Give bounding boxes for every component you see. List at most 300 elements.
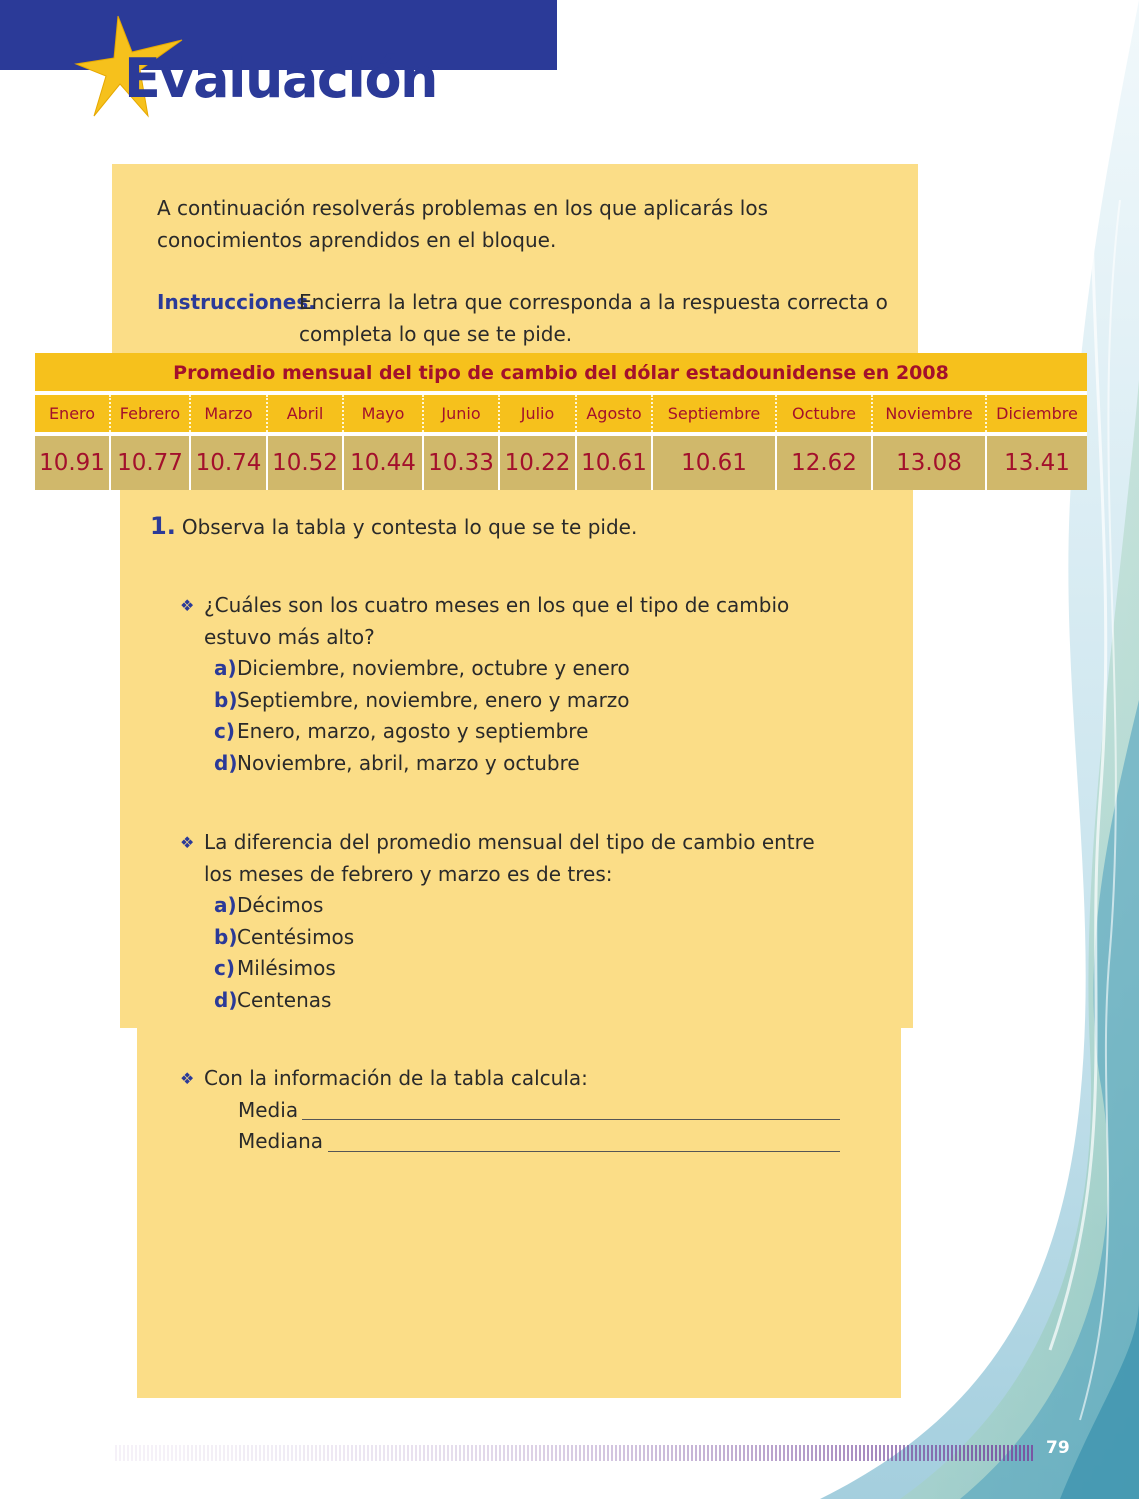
blank-label: Mediana <box>238 1129 323 1153</box>
page-title: Evaluación <box>124 47 437 110</box>
footer-dash <box>579 1445 581 1461</box>
question-text: La diferencia del promedio mensual del tipo de cambio entre los meses de febrero y marzo es de tres: <box>204 830 815 886</box>
footer-dash <box>419 1445 421 1461</box>
footer-dash <box>659 1445 661 1461</box>
footer-dash <box>1027 1445 1029 1461</box>
footer-dash <box>767 1445 769 1461</box>
footer-dash <box>851 1445 853 1461</box>
footer-dash <box>787 1445 789 1461</box>
footer-dash <box>507 1445 509 1461</box>
footer-dash <box>667 1445 669 1461</box>
footer-dash <box>539 1445 541 1461</box>
footer-dash <box>131 1445 133 1461</box>
option-letter: d) <box>214 987 238 1012</box>
month-header: Septiembre <box>652 395 776 434</box>
option-letter: a) <box>214 893 237 917</box>
rate-value: 10.61 <box>652 434 776 490</box>
option-text: Centenas <box>237 987 332 1012</box>
footer-dash <box>815 1445 817 1461</box>
month-header: Octubre <box>776 395 872 434</box>
footer-dash <box>779 1445 781 1461</box>
footer-dash <box>355 1445 357 1461</box>
footer-dash <box>391 1445 393 1461</box>
rate-value: 10.52 <box>267 434 343 490</box>
footer-dash <box>811 1445 813 1461</box>
footer-dash <box>139 1445 141 1461</box>
footer-dash <box>903 1445 905 1461</box>
footer-dash <box>215 1445 217 1461</box>
footer-dash <box>483 1445 485 1461</box>
footer-dash <box>999 1445 1001 1461</box>
footer-dash <box>275 1445 277 1461</box>
footer-dash <box>171 1445 173 1461</box>
footer-dash <box>871 1445 873 1461</box>
month-header: Marzo <box>190 395 267 434</box>
footer-dash <box>943 1445 945 1461</box>
footer-dash <box>1015 1445 1017 1461</box>
footer-dash <box>143 1445 145 1461</box>
option-letter: b) <box>214 924 238 949</box>
footer-dash <box>263 1445 265 1461</box>
footer-dash <box>331 1445 333 1461</box>
footer-dash <box>1011 1445 1013 1461</box>
footer-dash <box>115 1445 117 1461</box>
footer-dash <box>291 1445 293 1461</box>
footer-dash <box>755 1445 757 1461</box>
footer-dash <box>415 1445 417 1461</box>
exercise-heading <box>150 510 637 543</box>
footer-dash <box>979 1445 981 1461</box>
footer-dash <box>947 1445 949 1461</box>
footer-dash <box>251 1445 253 1461</box>
option-letter: c) <box>214 719 235 743</box>
footer-dash <box>635 1445 637 1461</box>
footer-dash <box>843 1445 845 1461</box>
footer-dash <box>771 1445 773 1461</box>
diamond-bullet-icon: ❖ <box>180 833 195 852</box>
footer-dash <box>895 1445 897 1461</box>
footer-dash <box>403 1445 405 1461</box>
month-header: Agosto <box>576 395 652 434</box>
footer-dash <box>759 1445 761 1461</box>
footer-dash <box>775 1445 777 1461</box>
footer-dash <box>823 1445 825 1461</box>
footer-dash <box>351 1445 353 1461</box>
footer-dash <box>619 1445 621 1461</box>
footer-dash <box>563 1445 565 1461</box>
footer-dash <box>643 1445 645 1461</box>
footer-dash <box>319 1445 321 1461</box>
footer-dash <box>295 1445 297 1461</box>
footer-dash <box>991 1445 993 1461</box>
question-text: Con la información de la tabla calcula: <box>204 1066 588 1090</box>
footer-dash <box>467 1445 469 1461</box>
footer-dash <box>459 1445 461 1461</box>
footer-dash <box>735 1445 737 1461</box>
option-c[interactable] <box>214 953 860 985</box>
footer-dash <box>835 1445 837 1461</box>
footer-dash <box>259 1445 261 1461</box>
footer-dash <box>695 1445 697 1461</box>
footer-dash <box>247 1445 249 1461</box>
footer-dash <box>687 1445 689 1461</box>
footer-dash <box>1003 1445 1005 1461</box>
footer-dash <box>799 1445 801 1461</box>
footer-dash <box>243 1445 245 1461</box>
footer-dash <box>923 1445 925 1461</box>
footer-dash <box>887 1445 889 1461</box>
options-list <box>214 653 860 779</box>
footer-dash <box>983 1445 985 1461</box>
footer-dash <box>747 1445 749 1461</box>
footer-dash <box>127 1445 129 1461</box>
footer-dash <box>135 1445 137 1461</box>
option-letter: c) <box>214 956 235 980</box>
footer-dash-bar <box>115 1445 1038 1461</box>
footer-dash <box>975 1445 977 1461</box>
rate-value: 10.74 <box>190 434 267 490</box>
footer-dash <box>487 1445 489 1461</box>
footer-dash <box>387 1445 389 1461</box>
footer-dash <box>971 1445 973 1461</box>
footer-dash <box>719 1445 721 1461</box>
month-header: Febrero <box>110 395 190 434</box>
footer-dash <box>727 1445 729 1461</box>
month-header: Mayo <box>343 395 423 434</box>
footer-dash <box>271 1445 273 1461</box>
question-text: ¿Cuáles son los cuatro meses en los que el tipo de cambio estuvo más alto? <box>204 593 790 649</box>
footer-dash <box>1023 1445 1025 1461</box>
diamond-bullet-icon: ❖ <box>180 596 195 615</box>
option-c[interactable] <box>214 716 860 748</box>
rate-value: 10.33 <box>423 434 499 490</box>
instructions-label: Instrucciones. <box>157 290 316 314</box>
footer-dash <box>623 1445 625 1461</box>
footer-dash <box>375 1445 377 1461</box>
month-header: Enero <box>35 395 110 434</box>
footer-dash <box>427 1445 429 1461</box>
option-text: Septiembre, noviembre, enero y marzo <box>237 687 630 712</box>
footer-dash <box>463 1445 465 1461</box>
footer-dash <box>311 1445 313 1461</box>
footer-dash <box>955 1445 957 1461</box>
footer-dash <box>611 1445 613 1461</box>
footer-dash <box>763 1445 765 1461</box>
footer-dash <box>671 1445 673 1461</box>
footer-dash <box>431 1445 433 1461</box>
footer-dash <box>379 1445 381 1461</box>
footer-dash <box>791 1445 793 1461</box>
footer-dash <box>675 1445 677 1461</box>
footer-dash <box>967 1445 969 1461</box>
footer-dash <box>683 1445 685 1461</box>
rate-value: 10.44 <box>343 434 423 490</box>
footer-dash <box>571 1445 573 1461</box>
footer-dash <box>987 1445 989 1461</box>
footer-dash <box>399 1445 401 1461</box>
exchange-rate-table <box>35 353 1087 490</box>
footer-dash <box>867 1445 869 1461</box>
footer-dash <box>551 1445 553 1461</box>
footer-dash <box>927 1445 929 1461</box>
footer-dash <box>807 1445 809 1461</box>
footer-dash <box>327 1445 329 1461</box>
footer-dash <box>559 1445 561 1461</box>
instructions-text: Encierra la letra que corresponda a la respuesta correcta o completa lo que se te pide. <box>299 290 888 346</box>
footer-dash <box>595 1445 597 1461</box>
footer-dash <box>335 1445 337 1461</box>
footer-dash <box>223 1445 225 1461</box>
rate-value: 10.22 <box>499 434 576 490</box>
footer-dash <box>847 1445 849 1461</box>
footer-dash <box>1031 1445 1033 1461</box>
question-1 <box>180 590 860 779</box>
footer-dash <box>363 1445 365 1461</box>
month-header: Noviembre <box>872 395 986 434</box>
footer-dash <box>783 1445 785 1461</box>
exercise-prompt: Observa la tabla y contesta lo que se te pide. <box>181 515 638 539</box>
footer-dash <box>639 1445 641 1461</box>
intro-text: A continuación resolverás problemas en los que aplicarás los conocimientos aprendidos en el bloque. <box>157 196 768 252</box>
footer-dash <box>711 1445 713 1461</box>
option-letter: b) <box>214 687 238 712</box>
media-answer-row <box>238 1095 860 1127</box>
month-header: Junio <box>423 395 499 434</box>
month-header: Diciembre <box>986 395 1087 434</box>
option-text: Centésimos <box>237 924 355 949</box>
footer-dash <box>515 1445 517 1461</box>
footer-dash <box>267 1445 269 1461</box>
footer-dash <box>995 1445 997 1461</box>
rate-value: 12.62 <box>776 434 872 490</box>
footer-dash <box>255 1445 257 1461</box>
footer-dash <box>631 1445 633 1461</box>
footer-dash <box>751 1445 753 1461</box>
footer-dash <box>931 1445 933 1461</box>
footer-dash <box>535 1445 537 1461</box>
footer-dash <box>123 1445 125 1461</box>
footer-dash <box>175 1445 177 1461</box>
footer-dash <box>323 1445 325 1461</box>
footer-dash <box>531 1445 533 1461</box>
footer-dash <box>603 1445 605 1461</box>
mediana-answer-row <box>238 1126 860 1158</box>
footer-dash <box>187 1445 189 1461</box>
footer-dash <box>315 1445 317 1461</box>
footer-dash <box>819 1445 821 1461</box>
footer-dash <box>599 1445 601 1461</box>
footer-dash <box>651 1445 653 1461</box>
footer-dash <box>907 1445 909 1461</box>
footer-dash <box>935 1445 937 1461</box>
footer-dash <box>303 1445 305 1461</box>
media-answer-line[interactable] <box>302 1119 840 1120</box>
footer-dash <box>583 1445 585 1461</box>
footer-dash <box>343 1445 345 1461</box>
footer-dash <box>703 1445 705 1461</box>
footer-dash <box>287 1445 289 1461</box>
months-row <box>35 395 1087 434</box>
footer-dash <box>299 1445 301 1461</box>
option-a[interactable] <box>214 653 860 685</box>
footer-dash <box>663 1445 665 1461</box>
footer-dash <box>211 1445 213 1461</box>
footer-dash <box>475 1445 477 1461</box>
footer-dash <box>859 1445 861 1461</box>
footer-dash <box>1007 1445 1009 1461</box>
footer-dash <box>647 1445 649 1461</box>
footer-dash <box>963 1445 965 1461</box>
question-3 <box>180 1063 860 1158</box>
footer-dash <box>435 1445 437 1461</box>
footer-dash <box>827 1445 829 1461</box>
footer-dash <box>155 1445 157 1461</box>
option-text: Noviembre, abril, marzo y octubre <box>237 750 580 775</box>
footer-dash <box>359 1445 361 1461</box>
option-text: Milésimos <box>237 956 336 980</box>
footer-dash <box>239 1445 241 1461</box>
footer-dash <box>231 1445 233 1461</box>
rate-value: 10.61 <box>576 434 652 490</box>
footer-dash <box>447 1445 449 1461</box>
footer-dash <box>503 1445 505 1461</box>
footer-dash <box>167 1445 169 1461</box>
footer-dash <box>495 1445 497 1461</box>
footer-dash <box>411 1445 413 1461</box>
footer-dash <box>959 1445 961 1461</box>
footer-dash <box>743 1445 745 1461</box>
footer-dash <box>919 1445 921 1461</box>
option-letter: a) <box>214 656 237 680</box>
footer-dash <box>795 1445 797 1461</box>
footer-dash <box>147 1445 149 1461</box>
footer-dash <box>179 1445 181 1461</box>
footer-dash <box>731 1445 733 1461</box>
footer-dash <box>423 1445 425 1461</box>
footer-dash <box>591 1445 593 1461</box>
footer-dash <box>519 1445 521 1461</box>
footer-dash <box>891 1445 893 1461</box>
footer-dash <box>307 1445 309 1461</box>
option-letter: d) <box>214 750 238 775</box>
option-a[interactable] <box>214 890 860 922</box>
footer-dash <box>939 1445 941 1461</box>
footer-dash <box>195 1445 197 1461</box>
footer-dash <box>547 1445 549 1461</box>
footer-dash <box>607 1445 609 1461</box>
footer-dash <box>407 1445 409 1461</box>
footer-dash <box>383 1445 385 1461</box>
rate-value: 10.77 <box>110 434 190 490</box>
footer-dash <box>1019 1445 1021 1461</box>
footer-dash <box>875 1445 877 1461</box>
footer-dash <box>219 1445 221 1461</box>
footer-dash <box>283 1445 285 1461</box>
footer-dash <box>691 1445 693 1461</box>
rate-value: 13.41 <box>986 434 1087 490</box>
footer-dash <box>587 1445 589 1461</box>
footer-dash <box>235 1445 237 1461</box>
footer-dash <box>699 1445 701 1461</box>
footer-dash <box>371 1445 373 1461</box>
footer-dash <box>855 1445 857 1461</box>
footer-dash <box>899 1445 901 1461</box>
footer-dash <box>395 1445 397 1461</box>
option-b[interactable] <box>214 922 860 954</box>
footer-dash <box>575 1445 577 1461</box>
footer-dash <box>831 1445 833 1461</box>
footer-dash <box>347 1445 349 1461</box>
footer-dash <box>543 1445 545 1461</box>
table-title: Promedio mensual del tipo de cambio del dólar estadounidense en 2008 <box>35 353 1087 395</box>
footer-dash <box>159 1445 161 1461</box>
footer-dash <box>203 1445 205 1461</box>
footer-dash <box>615 1445 617 1461</box>
footer-dash <box>863 1445 865 1461</box>
month-header: Abril <box>267 395 343 434</box>
footer-dash <box>511 1445 513 1461</box>
mediana-answer-line[interactable] <box>328 1151 840 1152</box>
footer-dash <box>567 1445 569 1461</box>
footer-dash <box>707 1445 709 1461</box>
footer-dash <box>739 1445 741 1461</box>
footer-dash <box>163 1445 165 1461</box>
question-2 <box>180 827 860 1016</box>
footer-dash <box>715 1445 717 1461</box>
footer-dash <box>499 1445 501 1461</box>
footer-dash <box>199 1445 201 1461</box>
option-b[interactable] <box>214 685 860 717</box>
footer-dash <box>803 1445 805 1461</box>
values-row <box>35 434 1087 490</box>
footer-dash <box>339 1445 341 1461</box>
footer-dash <box>723 1445 725 1461</box>
footer-dash <box>951 1445 953 1461</box>
footer-dash <box>527 1445 529 1461</box>
month-header: Julio <box>499 395 576 434</box>
blank-label: Media <box>238 1097 299 1122</box>
option-text: Décimos <box>237 893 324 917</box>
footer-dash <box>119 1445 121 1461</box>
footer-dash <box>555 1445 557 1461</box>
footer-dash <box>679 1445 681 1461</box>
footer-dash <box>207 1445 209 1461</box>
footer-dash <box>183 1445 185 1461</box>
footer-dash <box>491 1445 493 1461</box>
footer-dash <box>451 1445 453 1461</box>
footer-dash <box>883 1445 885 1461</box>
footer-dash <box>915 1445 917 1461</box>
option-text: Diciembre, noviembre, octubre y enero <box>237 656 630 680</box>
option-text: Enero, marzo, agosto y septiembre <box>237 719 589 743</box>
footer-dash <box>627 1445 629 1461</box>
option-d[interactable] <box>214 748 860 780</box>
footer-dash <box>455 1445 457 1461</box>
footer-dash <box>279 1445 281 1461</box>
footer-dash <box>479 1445 481 1461</box>
footer-dash <box>523 1445 525 1461</box>
footer-dash <box>191 1445 193 1461</box>
diamond-bullet-icon: ❖ <box>180 1069 195 1088</box>
footer-dash <box>655 1445 657 1461</box>
option-d[interactable] <box>214 985 860 1017</box>
footer-dash <box>151 1445 153 1461</box>
footer-dash <box>879 1445 881 1461</box>
footer-dash <box>471 1445 473 1461</box>
footer-dash <box>367 1445 369 1461</box>
footer-dash <box>839 1445 841 1461</box>
options-list <box>214 890 860 1016</box>
